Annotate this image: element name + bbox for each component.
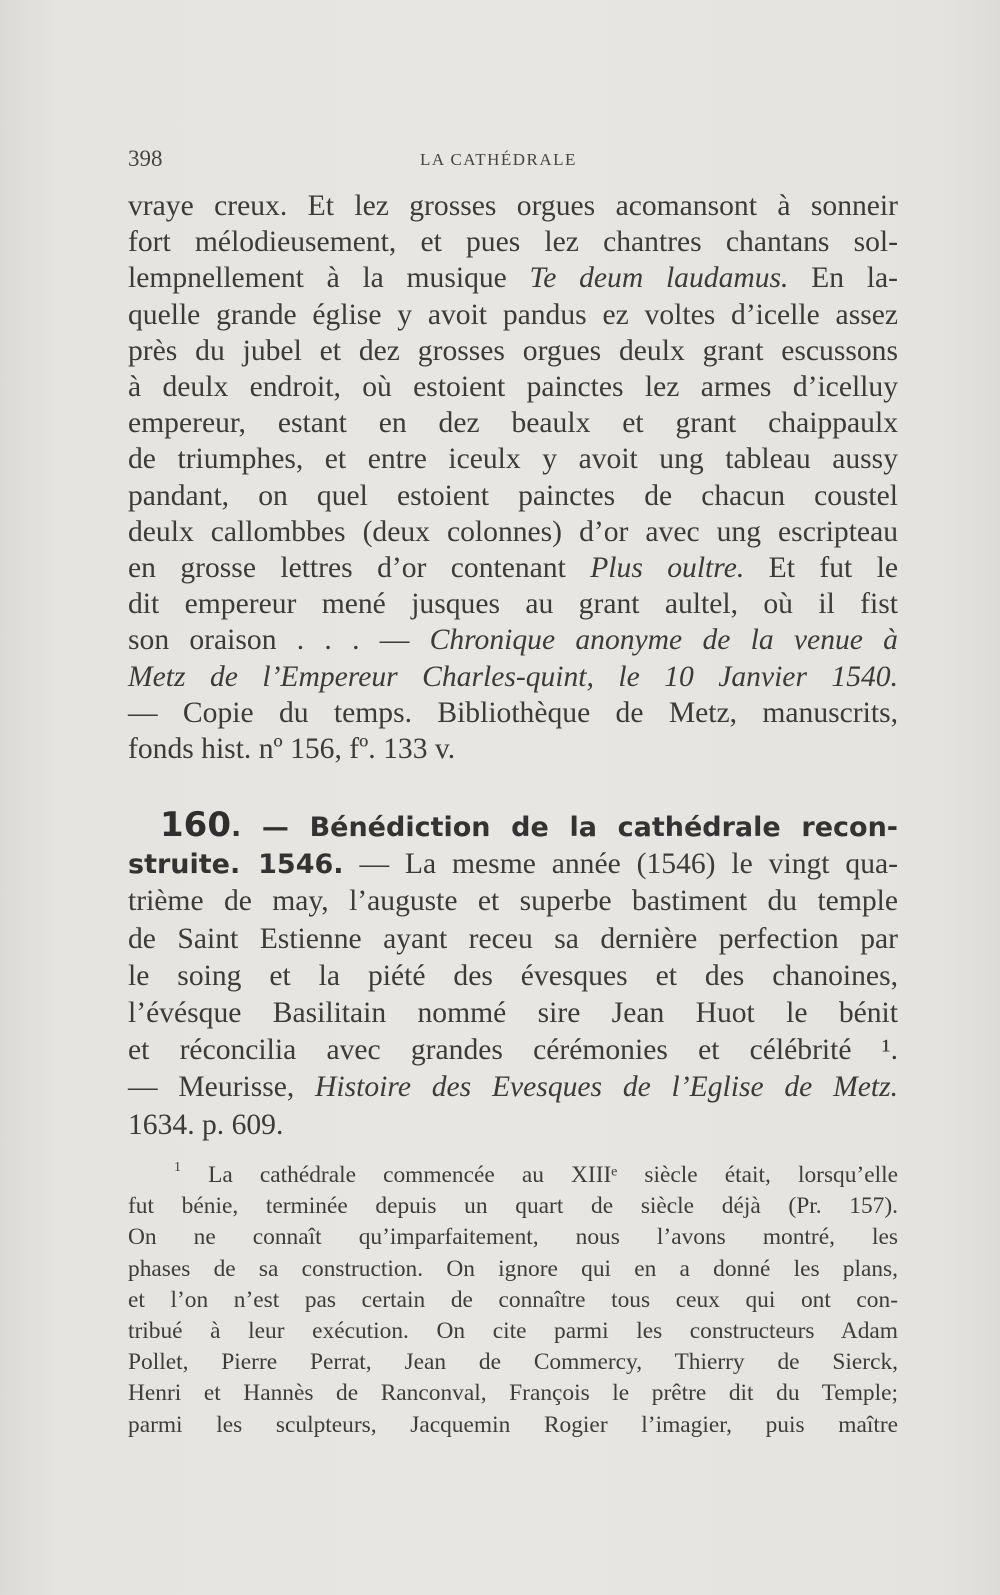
text-line: près du jubel et dez grosses orgues deulx grant escussons bbox=[128, 334, 898, 367]
text-run: son oraison . . . — bbox=[128, 624, 430, 657]
text-run: En la- bbox=[788, 262, 898, 295]
entry-title-continued: struite. 1546. bbox=[128, 849, 344, 881]
text-line bbox=[128, 260, 898, 296]
footnote-line bbox=[174, 1160, 898, 1191]
entry-heading-line bbox=[128, 807, 898, 846]
page-header bbox=[128, 146, 898, 176]
text-run: — Meurisse, bbox=[128, 1071, 316, 1104]
footnote-line: Pollet, Pierre Perrat, Jean de Commercy, Thierry de Sierck, bbox=[128, 1349, 898, 1376]
text-line bbox=[128, 659, 898, 695]
text-run: en grosse lettres d’or contenant bbox=[128, 552, 591, 585]
text-line bbox=[128, 622, 898, 658]
text-run: lempnellement à la musique bbox=[128, 262, 530, 295]
text-line: de Saint Estienne ayant receu sa dernière perfection par bbox=[128, 922, 898, 955]
text-line: dit empereur mené jusques au grant aultel, où il fist bbox=[128, 588, 898, 621]
italic-run: Histoire des Evesques de l’Eglise de Metz. bbox=[315, 1071, 898, 1104]
text-line: l’évésque Basilitain nommé sire Jean Huot le bénit bbox=[128, 997, 898, 1030]
text-line bbox=[128, 550, 898, 586]
text-line: 1634. p. 609. bbox=[128, 1108, 284, 1141]
text-line: fonds hist. nº 156, fº. 133 v. bbox=[128, 733, 456, 766]
page-number: 398 bbox=[128, 146, 163, 171]
footnote-line: Henri et Hannès de Ranconval, François le prêtre dit du Temple; bbox=[128, 1380, 898, 1407]
italic-run: Metz de l’Empereur Charles-quint, le 10 Janvier 1540. bbox=[128, 660, 898, 693]
footnote-line: tribué à leur exécution. On cite parmi les constructeurs Adam bbox=[128, 1318, 898, 1345]
italic-run: Plus oultre. bbox=[590, 552, 745, 585]
text-line: empereur, estant en dez beaulx et grant chaippaulx bbox=[128, 407, 898, 440]
text-run: Et fut le bbox=[744, 552, 898, 585]
entry-160 bbox=[128, 807, 898, 1144]
text-line: deulx callombbes (deux colonnes) d’or avec ung escripteau bbox=[128, 515, 898, 548]
entry-title: . — Bénédiction de la cathédrale recon- bbox=[230, 812, 898, 843]
text-line: quelle grande église y avoit pandus ez voltes d’icelle assez bbox=[128, 298, 898, 331]
text-line: à deulx endroit, où estoient painctes lez armes d’icelluy bbox=[128, 371, 898, 404]
footnote-line: phases de sa construction. On ignore qui en a donné les plans, bbox=[128, 1255, 898, 1282]
footnote-marker: 1 bbox=[174, 1159, 182, 1176]
text-line bbox=[128, 1069, 898, 1106]
text-line: fort mélodieusement, et pues lez chantres chantans sol- bbox=[128, 226, 898, 259]
text-run: La cathédrale commencée au XIIIᵉ siècle était, lorsqu’elle bbox=[181, 1162, 898, 1188]
italic-run: Te deum laudamus. bbox=[529, 262, 789, 295]
text-line: — Copie du temps. Bibliothèque de Metz, manuscrits, bbox=[128, 696, 898, 729]
footnote-line: fut bénie, terminée depuis un quart de siècle déjà (Pr. 157). bbox=[128, 1193, 898, 1220]
text-line: trième de may, l’auguste et superbe bastiment du temple bbox=[128, 885, 898, 918]
text-line: vraye creux. Et lez grosses orgues acomansont à sonneir bbox=[128, 190, 898, 222]
text-line: et réconcilia avec grandes cérémonies et célébrité ¹. bbox=[128, 1034, 898, 1067]
italic-run: Chronique anonyme de la venue à bbox=[429, 624, 898, 657]
paragraph-quotation bbox=[128, 188, 898, 767]
text-run: — La mesme année (1546) le vingt qua- bbox=[343, 848, 898, 881]
running-head: LA CATHÉDRALE bbox=[420, 150, 577, 169]
footnote-line: et l’on n’est pas certain de connaître tous ceux qui ont con- bbox=[128, 1286, 898, 1313]
entry-number: 160 bbox=[160, 805, 231, 845]
text-line: pandant, on quel estoient painctes de chacun coustel bbox=[128, 479, 898, 512]
text-line: de triumphes, et entre iceulx y avoit ung tableau aussy bbox=[128, 443, 898, 476]
footnote-line: On ne connaît qu’imparfaitement, nous l’avons montré, les bbox=[128, 1224, 898, 1251]
text-line: le soing et la piété des évesques et des chanoines, bbox=[128, 959, 898, 992]
text-line bbox=[128, 846, 898, 883]
footnote bbox=[128, 1160, 898, 1441]
footnote-line: parmi les sculpteurs, Jacquemin Rogier l’imagier, puis maître bbox=[128, 1411, 898, 1438]
